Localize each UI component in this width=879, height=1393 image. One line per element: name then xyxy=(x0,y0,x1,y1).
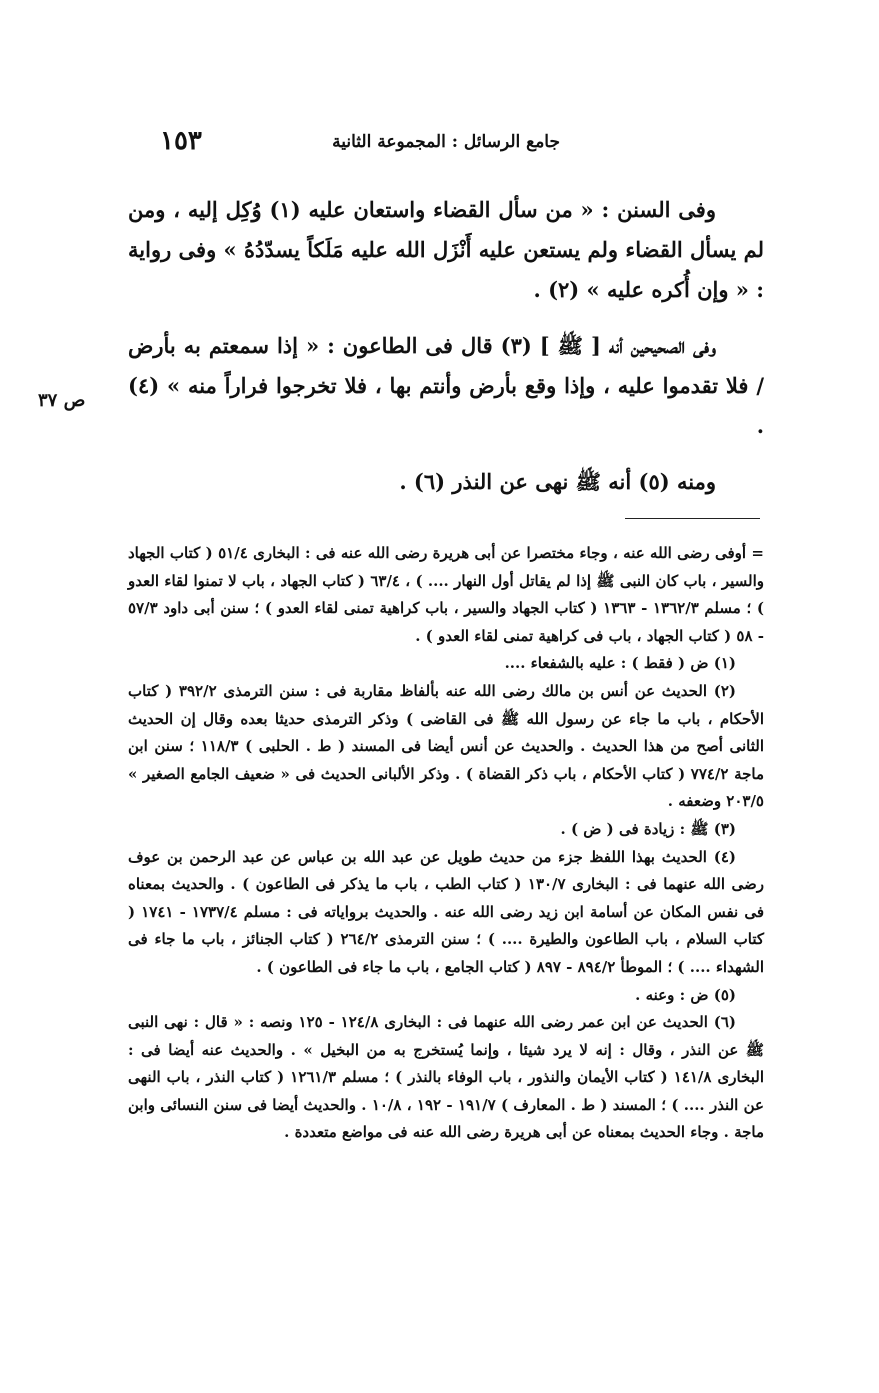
margin-page-reference: ص ٣٧ xyxy=(38,390,86,411)
paragraph: وفى الصحيحين أنه [ ﷺ ] (٣) قال فى الطاعون : « إذا سمعتم به بأرض / فلا تقدموا عليه ، وإذا وقع بأرض وأنتم بها ، فلا تخرجوا فراراً منه » (٤) . xyxy=(128,333,764,438)
footnote: (٤) الحديث بهذا اللفظ جزء من حديث طويل عن عبد الله بن عباس عن عبد الرحمن بن عوف رضى الله عنهما فى : البخارى ١٣٠/٧ ( كتاب الطب ، باب ما يذكر فى الطاعون ) . والحديث بمعناه فى نفس المكان عن أسامة ابن زيد رضى الله عنه . والحديث برواياته فى : مسلم ١٧٣٧/٤ - ١٧٤١ ( كتاب السلام ، باب الطاعون والطيرة .... ) ؛ سنن الترمذى ٢٦٤/٢ ( كتاب الجنائز ، باب ما جاء فى الشهداء .... ) ؛ الموطأ ٨٩٤/٢ - ٨٩٧ ( كتاب الجامع ، باب ما جاء فى الطاعون ) . xyxy=(128,847,764,976)
footnote-continuation: = أوفى رضى الله عنه ، وجاء مختصرا عن أبى هريرة رضى الله عنه فى : البخارى ٥١/٤ ( كتاب الجهاد والسير ، باب كان النبى ﷺ إذا لم يقاتل أول النهار .... ) ، ٦٣/٤ ( كتاب الجهاد ، باب لا تمنوا لقاء العدو ) ؛ مسلم ١٣٦٢/٣ - ١٣٦٣ ( كتاب الجهاد والسير ، باب كراهية تمنى لقاء العدو ) ؛ سنن أبى داود ٥٧/٣ - ٥٨ ( كتاب الجهاد ، باب فى كراهية تمنى لقاء العدو ) . xyxy=(128,544,765,645)
footnotes xyxy=(128,540,764,1147)
footnote: (٦) الحديث عن ابن عمر رضى الله عنهما فى : البخارى ١٢٤/٨ - ١٢٥ ونصه : « قال : نهى النبى ﷺ عن النذر ، وقال : إنه لا يرد شيئا ، وإنما يُستخرج به من البخيل » . والحديث عنه أيضا فى : البخارى ١٤١/٨ ( كتاب الأيمان والنذور ، باب الوفاء بالنذر ) ؛ مسلم ١٢٦١/٣ ( كتاب النذر ، باب النهى عن النذر .... ) ؛ المسند ( ط . المعارف ) ١٩١/٧ - ١٩٢ ، ١٠/٨ . والحديث أيضا فى سنن النسائى وابن ماجة . وجاء الحديث بمعناه عن أبى هريرة رضى الله عنه فى مواضع متعددة . xyxy=(128,1013,764,1142)
footnote-separator xyxy=(625,518,760,519)
main-text xyxy=(128,190,764,518)
paragraph: ومنه (٥) أنه ﷺ نهى عن النذر (٦) . xyxy=(399,469,716,494)
paragraph: وفى السنن : « من سأل القضاء واستعان عليه (١) وُكِل إليه ، ومن لم يسأل القضاء ولم يستعن عليه أَنْزَل الله عليه مَلَكاً يسدّدُهُ » وفى رواية : « وإن أُكره عليه » (٢) . xyxy=(128,197,764,302)
footnote: (١) ض ( فقط ) : عليه بالشفعاء .... xyxy=(504,654,736,673)
page-number: ١٥٣ xyxy=(160,126,202,156)
footnote: (٢) الحديث عن أنس بن مالك رضى الله عنه بألفاظ مقاربة فى : سنن الترمذى ٣٩٢/٢ ( كتاب الأحكام ، باب ما جاء عن رسول الله ﷺ فى القاضى ) وذكر الترمذى حديثا بعده وقال إن الحديث الثانى أصح من هذا الحديث . والحديث عن أنس أيضا فى المسند ( ط . الحلبى ) ١١٨/٣ ؛ سنن ابن ماجة ٧٧٤/٢ ( كتاب الأحكام ، باب ذكر القضاة ) . وذكر الألبانى الحديث فى « ضعيف الجامع الصغير » ٢٠٣/٥ وضعفه . xyxy=(128,681,764,811)
running-title: جامع الرسائل : المجموعة الثانية xyxy=(332,132,560,152)
running-header xyxy=(160,128,560,162)
footnote: (٣) ﷺ : زيادة فى ( ض ) . xyxy=(560,819,736,838)
footnote: (٥) ض : وعنه . xyxy=(635,985,736,1004)
